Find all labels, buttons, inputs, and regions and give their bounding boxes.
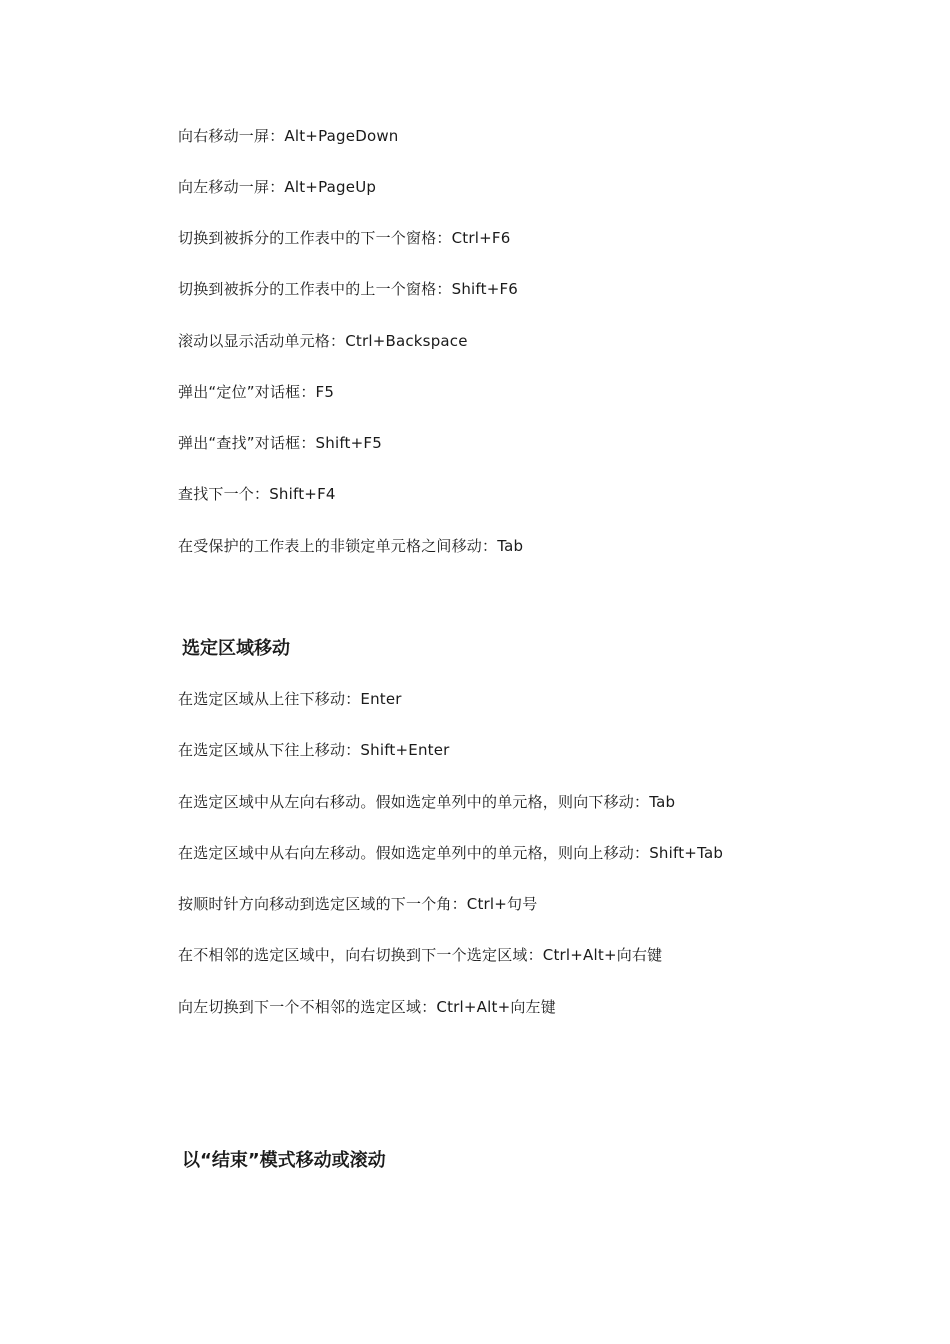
shortcut-line: 在受保护的工作表上的非锁定单元格之间移动：Tab	[178, 537, 524, 555]
shortcut-line: 在选定区域中从左向右移动。假如选定单列中的单元格，则向下移动：Tab	[178, 793, 676, 811]
shortcut-line: 按顺时针方向移动到选定区域的下一个角：Ctrl+句号	[178, 895, 538, 913]
shortcut-line: 滚动以显示活动单元格：Ctrl+Backspace	[178, 332, 468, 350]
shortcut-line: 在选定区域中从右向左移动。假如选定单列中的单元格，则向上移动：Shift+Tab	[178, 844, 724, 862]
shortcut-line: 在选定区域从下往上移动：Shift+Enter	[178, 741, 450, 759]
shortcut-line: 弹出“查找”对话框：Shift+F5	[178, 434, 382, 452]
section-heading: 以“结束”模式移动或滚动	[182, 1150, 386, 1171]
shortcut-line: 查找下一个：Shift+F4	[178, 485, 336, 503]
shortcut-line: 向左移动一屏：Alt+PageUp	[178, 178, 377, 196]
shortcut-line: 向左切换到下一个不相邻的选定区域：Ctrl+Alt+向左键	[178, 998, 556, 1016]
shortcut-line: 切换到被拆分的工作表中的上一个窗格：Shift+F6	[178, 280, 519, 298]
shortcut-line: 在不相邻的选定区域中，向右切换到下一个选定区域：Ctrl+Alt+向右键	[178, 946, 663, 964]
shortcut-line: 切换到被拆分的工作表中的下一个窗格：Ctrl+F6	[178, 229, 511, 247]
section-heading: 选定区域移动	[182, 638, 290, 659]
shortcut-line: 在选定区域从上往下移动：Enter	[178, 690, 402, 708]
shortcut-line: 向右移动一屏：Alt+PageDown	[178, 127, 399, 145]
shortcut-line: 弹出“定位”对话框：F5	[178, 383, 335, 401]
